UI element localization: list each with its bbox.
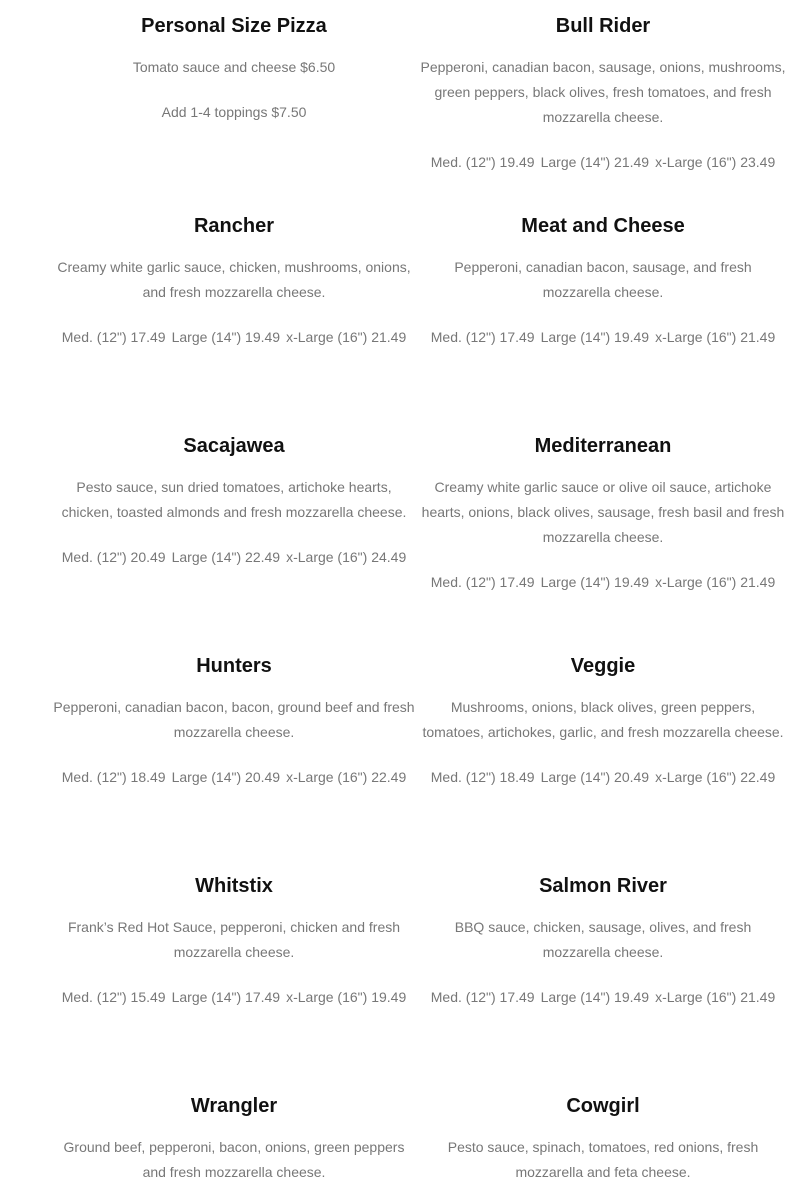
menu-item-name: Salmon River <box>539 875 667 897</box>
price-x-large: x-Large (16") 24.49 <box>286 549 407 565</box>
menu-item-description: BBQ sauce, chicken, sausage, olives, and fresh mozzarella cheese. <box>454 919 752 960</box>
price-medium: Med. (12") 19.49 <box>430 154 535 170</box>
price-medium: Med. (12") 20.49 <box>61 549 166 565</box>
menu-item-name: Rancher <box>193 215 275 237</box>
menu-item-veggie <box>419 653 787 790</box>
menu-item-description: Frank’s Red Hot Sauce, pepperoni, chicken and fresh mozzarella cheese. <box>67 919 401 960</box>
menu-item-name: Whitstix <box>195 875 273 897</box>
menu-item-prices <box>419 570 787 595</box>
price-large: Large (14") 19.49 <box>540 329 650 345</box>
menu-item-meat-and-cheese <box>419 213 787 350</box>
price-x-large: x-Large (16") 21.49 <box>655 989 776 1005</box>
price-medium: Med. (12") 18.49 <box>430 769 535 785</box>
menu-item-wrangler <box>50 1093 418 1185</box>
menu-item-hunters <box>50 653 418 790</box>
menu-item-description: Pesto sauce, spinach, tomatoes, red onions, fresh mozzarella and feta cheese. <box>447 1139 759 1180</box>
price-medium: Med. (12") 15.49 <box>61 989 166 1005</box>
menu-item-name: Personal Size Pizza <box>141 15 327 37</box>
price-x-large: x-Large (16") 22.49 <box>655 769 776 785</box>
menu-item-name: Wrangler <box>190 1095 278 1117</box>
menu-item-prices <box>50 325 418 350</box>
menu-item-bull-rider <box>419 13 787 175</box>
menu-item-description: Pesto sauce, sun dried tomatoes, artichoke hearts, chicken, toasted almonds and fresh mozzarella cheese. <box>61 479 407 520</box>
price-large: Large (14") 22.49 <box>171 549 281 565</box>
menu-item-prices <box>419 985 787 1010</box>
menu-item-rancher <box>50 213 418 350</box>
price-large: Large (14") 21.49 <box>540 154 650 170</box>
menu-item-description: Creamy white garlic sauce or olive oil sauce, artichoke hearts, onions, black olives, sausage, fresh basil and fresh mozzarella cheese. <box>421 479 785 545</box>
price-medium: Med. (12") 17.49 <box>430 574 535 590</box>
menu-item-description: Creamy white garlic sauce, chicken, mushrooms, onions, and fresh mozzarella cheese. <box>57 259 411 300</box>
menu-item-description: Pepperoni, canadian bacon, bacon, ground beef and fresh mozzarella cheese. <box>53 699 415 740</box>
menu-item-description: Mushrooms, onions, black olives, green peppers, tomatoes, artichokes, garlic, and fresh mozzarella cheese. <box>422 699 784 740</box>
price-x-large: x-Large (16") 22.49 <box>286 769 407 785</box>
price-large: Large (14") 17.49 <box>171 989 281 1005</box>
menu-item-cowgirl <box>419 1093 787 1185</box>
menu-item-description: Tomato sauce and cheese $6.50 <box>132 59 336 75</box>
menu-item-prices <box>50 545 418 570</box>
menu-item-name: Sacajawea <box>183 435 285 457</box>
price-medium: Med. (12") 17.49 <box>61 329 166 345</box>
menu-item-name: Bull Rider <box>555 15 651 37</box>
menu-item-name: Mediterranean <box>534 435 672 457</box>
menu-item-prices <box>419 150 787 175</box>
price-x-large: x-Large (16") 21.49 <box>655 329 776 345</box>
menu-item-personal-size-pizza <box>50 13 418 125</box>
price-large: Large (14") 19.49 <box>540 574 650 590</box>
price-x-large: x-Large (16") 21.49 <box>286 329 407 345</box>
price-medium: Med. (12") 17.49 <box>430 329 535 345</box>
menu-item-name: Meat and Cheese <box>521 215 685 237</box>
price-large: Large (14") 19.49 <box>171 329 281 345</box>
menu-item-mediterranean <box>419 433 787 595</box>
menu-item-name: Hunters <box>196 655 272 677</box>
price-large: Large (14") 20.49 <box>171 769 281 785</box>
menu-item-prices <box>419 325 787 350</box>
menu-item-description: Pepperoni, canadian bacon, sausage, and fresh mozzarella cheese. <box>454 259 752 300</box>
menu-item-name: Veggie <box>570 655 636 677</box>
price-x-large: x-Large (16") 23.49 <box>655 154 776 170</box>
menu-item-name: Cowgirl <box>566 1095 640 1117</box>
menu-item-salmon-river <box>419 873 787 1010</box>
menu-item-sacajawea <box>50 433 418 570</box>
menu-item-whitstix <box>50 873 418 1010</box>
price-medium: Med. (12") 17.49 <box>430 989 535 1005</box>
price-large: Large (14") 19.49 <box>540 989 650 1005</box>
menu-item-extra: Add 1-4 toppings $7.50 <box>161 104 307 120</box>
menu-item-prices <box>50 985 418 1010</box>
price-x-large: x-Large (16") 19.49 <box>286 989 407 1005</box>
menu-item-prices <box>419 765 787 790</box>
price-x-large: x-Large (16") 21.49 <box>655 574 776 590</box>
price-medium: Med. (12") 18.49 <box>61 769 166 785</box>
menu-item-description: Pepperoni, canadian bacon, sausage, onions, mushrooms, green peppers, black olives, fresh tomatoes, and fresh mozzarella cheese. <box>420 59 786 125</box>
price-large: Large (14") 20.49 <box>540 769 650 785</box>
menu-item-prices <box>50 765 418 790</box>
menu-item-description: Ground beef, pepperoni, bacon, onions, green peppers and fresh mozzarella cheese. <box>63 1139 405 1180</box>
